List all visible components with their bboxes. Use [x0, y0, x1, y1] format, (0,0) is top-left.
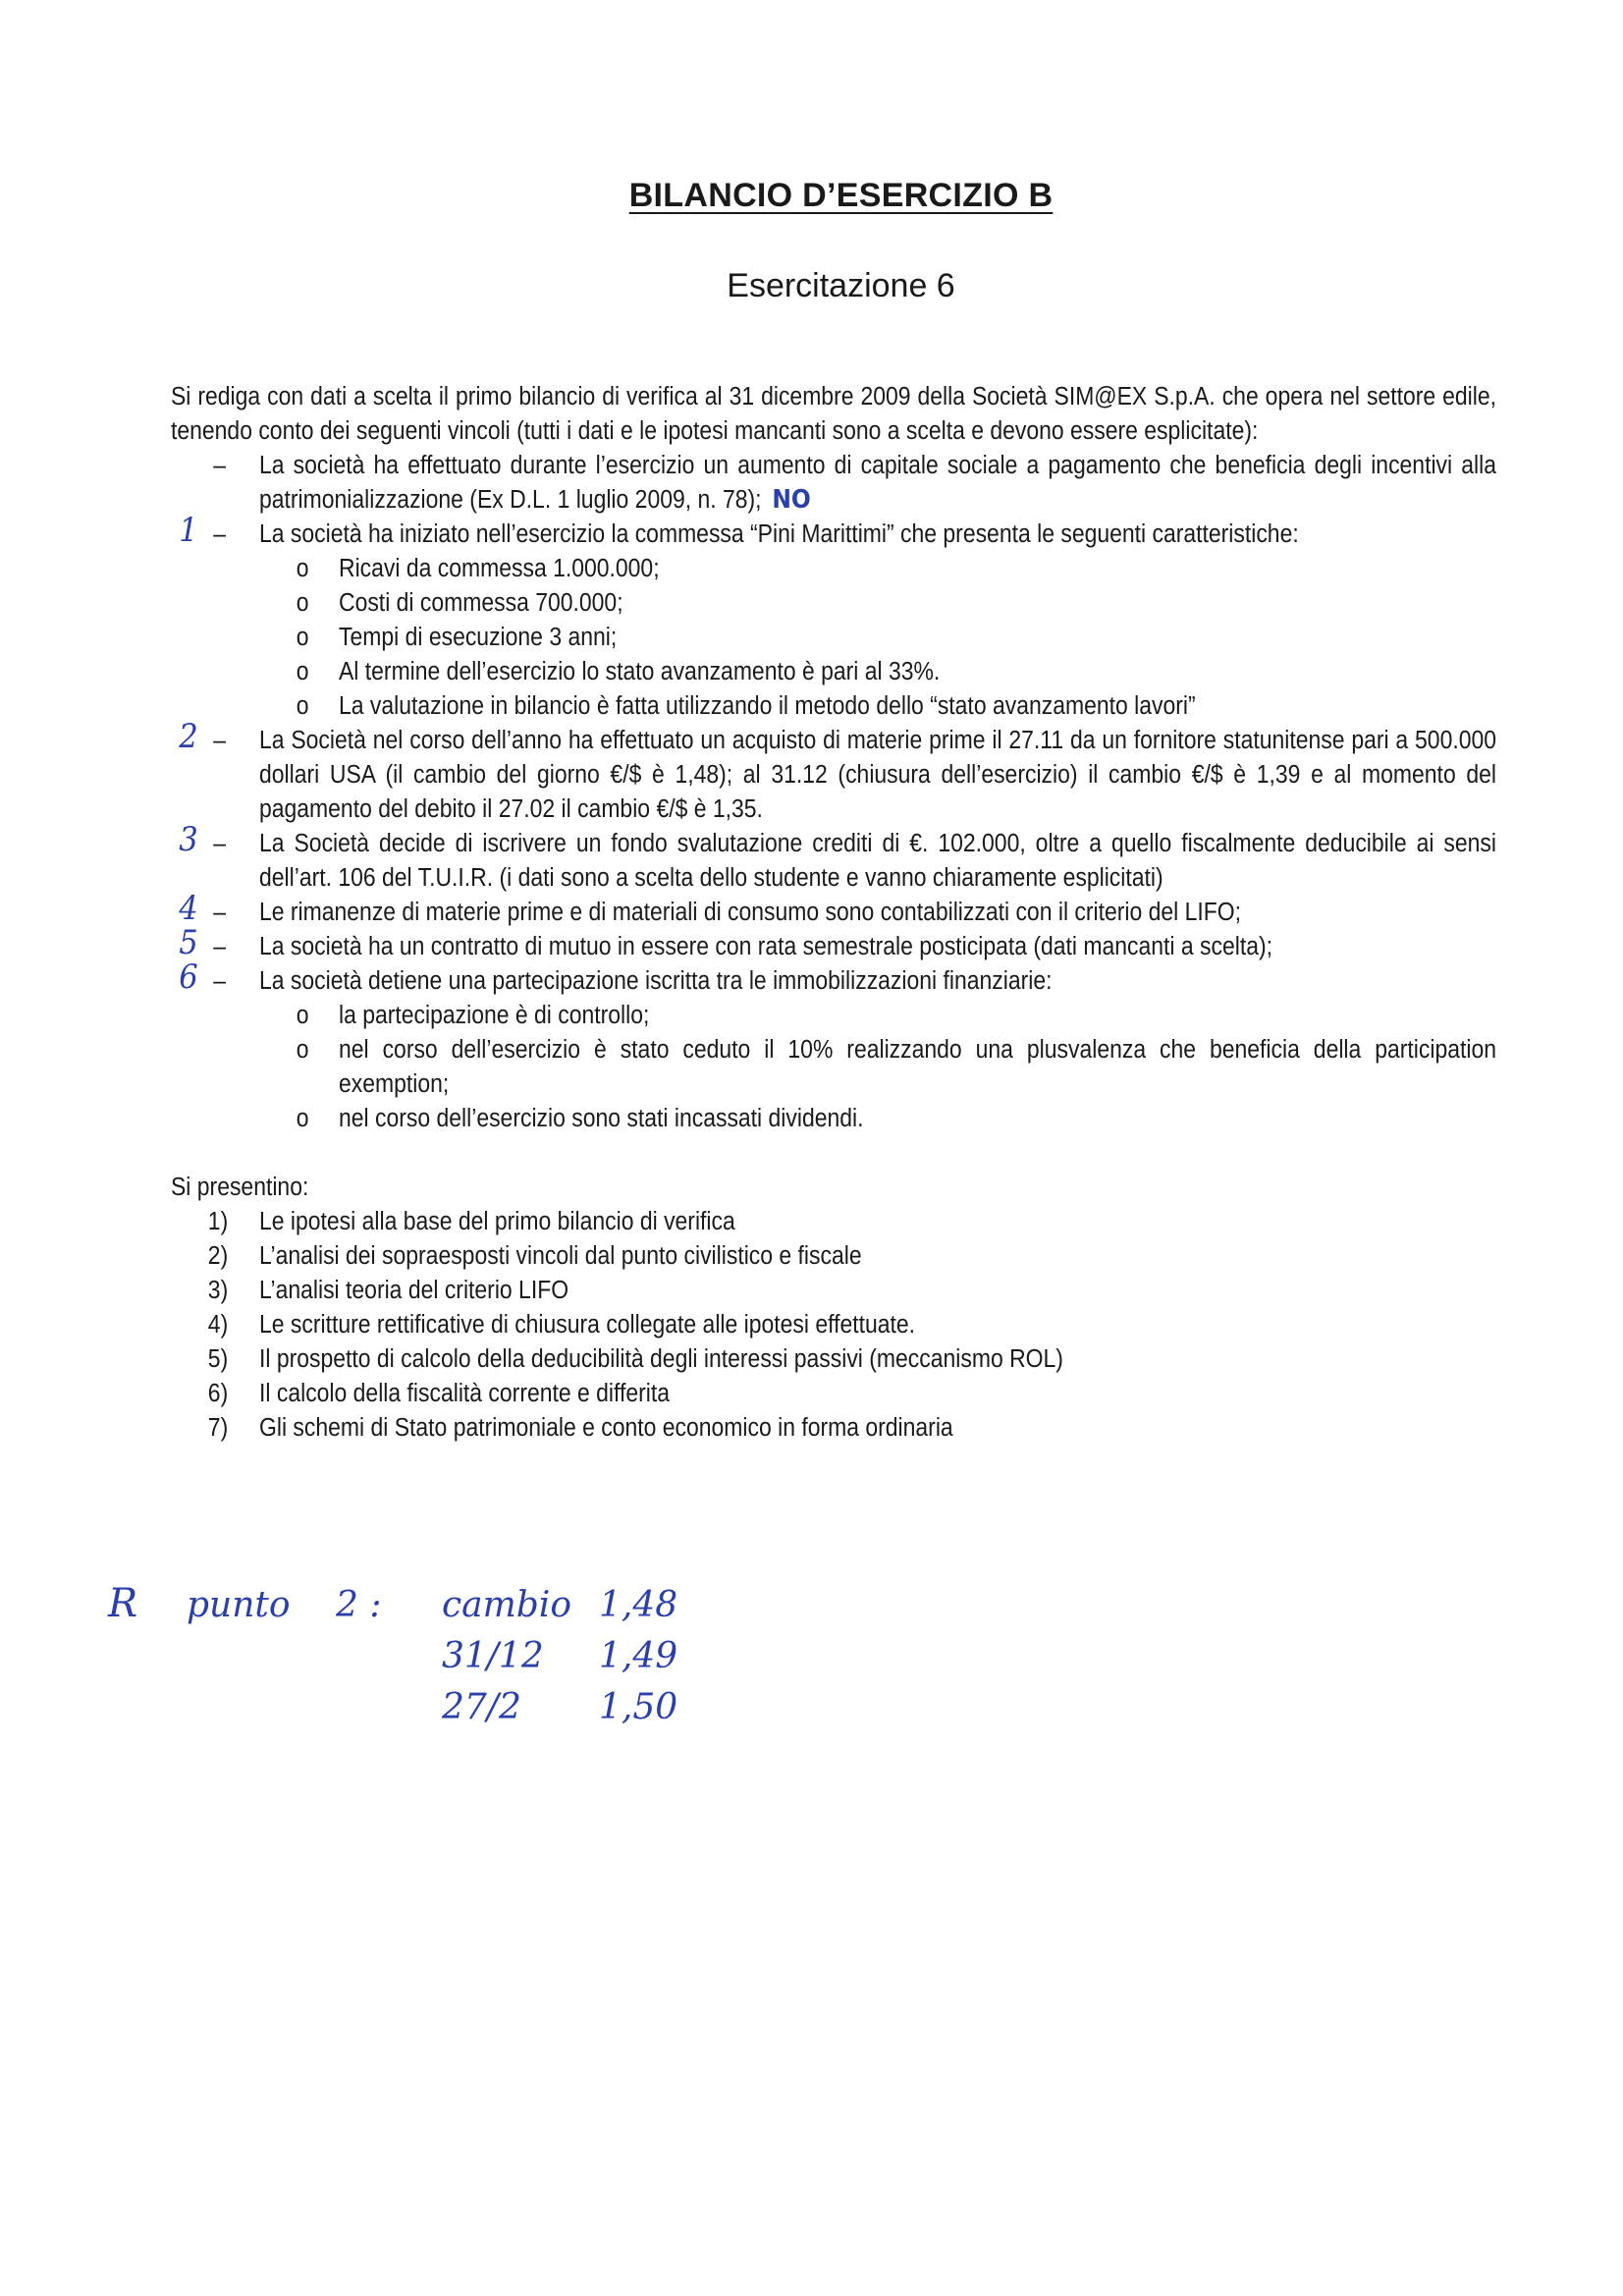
- sublist-item: o Al termine dell’esercizio lo stato avanzamento è pari al 33%.: [171, 655, 1496, 689]
- constraint-text: Le rimanenze di materie prime e di materiali di consumo sono contabilizzati con il criterio del LIFO;: [259, 899, 1242, 926]
- circle-marker: o: [296, 1036, 309, 1064]
- sublist-item: o la partecipazione è di controllo;: [171, 999, 1496, 1033]
- handwritten-number: 6: [179, 957, 198, 997]
- handwritten-prefix: R: [108, 1581, 138, 1626]
- constraint-text: La Società nel corso dell’anno ha effettuato un acquisto di materie prime il 27.11 da un fornitore statunitense pari a 500.000 dollari USA (il cambio del giorno €/$ è 1,48); al 31.12 (chiusura dell’esercizio) il cambio €/$ è 1,39 e al momento del pagamento del debito il 27.02 il cambio €/$ è 1,35.: [259, 727, 1496, 823]
- handwritten-punto: punto: [187, 1585, 291, 1625]
- presentino-heading: Si presentino:: [171, 1174, 309, 1201]
- sublist-item: o Costi di commessa 700.000;: [171, 586, 1496, 621]
- handwritten-punto-number: 2 :: [336, 1585, 382, 1625]
- constraint-item: [171, 889, 1496, 930]
- constraints-list: [171, 449, 1496, 1136]
- constraint-text: La società ha effettuato durante l’esercizio un aumento di capitale sociale a pagamento che beneficia degli incentivi alla patrimonializzazione (Ex D.L. 1 luglio 2009, n. 78);: [259, 452, 1496, 514]
- handwritten-note: R punto 2 : cambio 1,48 31/12 1,49 27/2 1,50: [108, 1581, 678, 1727]
- constraint-item: [171, 511, 1496, 724]
- handwritten-number: 3: [179, 820, 198, 859]
- sublist-item: o Tempi di esecuzione 3 anni;: [171, 621, 1496, 655]
- sublist-item: o La valutazione in bilancio è fatta utilizzando il metodo dello “stato avanzamento lavori”: [171, 689, 1496, 724]
- dash-marker: –: [213, 899, 226, 926]
- deliverable-item: 7) Gli schemi di Stato patrimoniale e conto economico in forma ordinaria: [207, 1414, 953, 1442]
- constraint-text: La società ha un contratto di mutuo in essere con rata semestrale posticipata (dati mancanti a scelta);: [259, 933, 1273, 960]
- sublist-item: o nel corso dell’esercizio è stato ceduto il 10% realizzando una plusvalenza che beneficia della participation exemption;: [171, 1033, 1496, 1102]
- circle-marker: o: [296, 658, 309, 685]
- constraint-item: [171, 717, 1496, 827]
- commessa-sublist: [259, 552, 1496, 724]
- intro-paragraph: Si rediga con dati a scelta il primo bilancio di verifica al 31 dicembre 2009 della Società SIM@EX S.p.A. che opera nel settore edile, tenendo conto dei seguenti vincoli (tutti i dati e le ipotesi mancanti sono a scelta e devono essere esplicitate):: [171, 383, 1496, 445]
- circle-marker: o: [296, 692, 309, 720]
- sublist-item: o nel corso dell’esercizio sono stati incassati dividendi.: [171, 1102, 1496, 1136]
- handwritten-number: 2: [179, 717, 198, 756]
- circle-marker: o: [296, 1002, 309, 1029]
- document-title: BILANCIO D’ESERCIZIO B: [628, 177, 1054, 214]
- handwritten-no-note: NO: [772, 485, 811, 515]
- deliverable-item: 4) Le scritture rettificative di chiusura collegate alle ipotesi effettuate.: [207, 1311, 916, 1339]
- constraint-text: La Società decide di iscrivere un fondo svalutazione crediti di €. 102.000, oltre a quello fiscalmente deducibile ai sensi dell’art. 106 del T.U.I.R. (i dati sono a scelta dello studente e vanno chiaramente esplicitati): [259, 830, 1496, 892]
- constraint-item: [171, 449, 1496, 518]
- document-subtitle: Esercitazione 6: [727, 267, 955, 304]
- constraint-item: [171, 820, 1496, 896]
- circle-marker: o: [296, 555, 309, 582]
- document-body: [171, 380, 1496, 1446]
- dash-marker: –: [213, 967, 226, 995]
- circle-marker: o: [296, 1105, 309, 1132]
- constraint-item: [171, 957, 1496, 1136]
- circle-marker: o: [296, 624, 309, 651]
- handwritten-number: 4: [179, 889, 198, 928]
- dash-marker: –: [213, 727, 226, 754]
- dash-marker: –: [213, 520, 226, 548]
- sublist-item: o Ricavi da commessa 1.000.000;: [171, 552, 1496, 586]
- deliverable-item: 2) L’analisi dei sopraesposti vincoli dal punto civilistico e fiscale: [207, 1242, 862, 1270]
- partecipazione-sublist: [259, 999, 1496, 1136]
- constraint-text: La società detiene una partecipazione iscritta tra le immobilizzazioni finanziarie:: [259, 967, 1053, 995]
- constraint-text: La società ha iniziato nell’esercizio la commessa “Pini Marittimi” che presenta le seguenti caratteristiche:: [259, 520, 1299, 548]
- circle-marker: o: [296, 589, 309, 617]
- deliverable-item: 5) Il prospetto di calcolo della deducibilità degli interessi passivi (meccanismo ROL): [207, 1345, 1063, 1373]
- deliverables-list: [171, 1205, 1496, 1446]
- handwritten-number: 1: [179, 511, 198, 550]
- constraint-item: [171, 923, 1496, 964]
- dash-marker: –: [213, 452, 226, 479]
- deliverable-item: 6) Il calcolo della fiscalità corrente e differita: [207, 1380, 670, 1407]
- dash-marker: –: [213, 830, 226, 857]
- deliverable-item: 1) Le ipotesi alla base del primo bilancio di verifica: [207, 1208, 735, 1235]
- deliverable-item: 3) L’analisi teoria del criterio LIFO: [207, 1277, 569, 1304]
- handwritten-number: 5: [179, 923, 198, 962]
- dash-marker: –: [213, 933, 226, 960]
